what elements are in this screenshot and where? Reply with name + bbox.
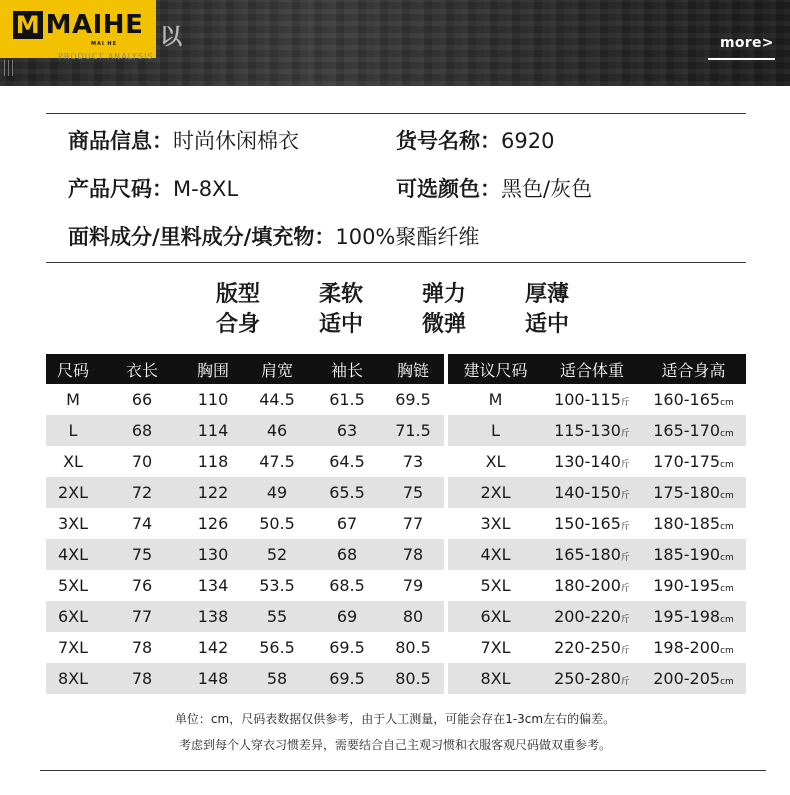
feature-softness-value: 适中 (319, 312, 364, 337)
height-value: 160-165 (653, 390, 721, 409)
cell-chest: 118 (184, 446, 242, 477)
cell-chest: 134 (184, 570, 242, 601)
cell-length: 76 (100, 570, 184, 601)
cell-recommended-size: 4XL (448, 539, 543, 570)
table-row (46, 570, 746, 601)
feature-elasticity (422, 280, 466, 340)
cell-chest: 148 (184, 663, 242, 694)
cell-chain: 75 (382, 477, 444, 508)
weight-unit: 斤 (620, 491, 630, 501)
table-row (46, 477, 746, 508)
table-header-row (46, 354, 746, 384)
weight-unit: 斤 (620, 398, 630, 408)
cell-height (641, 446, 746, 477)
cell-shoulder: 56.5 (242, 632, 312, 663)
weight-value: 180-200 (554, 576, 621, 595)
cell-height (641, 477, 746, 508)
cell-length: 70 (100, 446, 184, 477)
brand-name: MAIHE (45, 10, 144, 40)
cell-sleeve: 63 (312, 415, 382, 446)
cell-chain: 80.5 (382, 632, 444, 663)
cell-size: M (46, 384, 100, 415)
table-row (46, 415, 746, 446)
cell-recommended-size: 8XL (448, 663, 543, 694)
feature-softness (319, 280, 363, 340)
cell-chest: 126 (184, 508, 242, 539)
height-value: 190-195 (653, 576, 721, 595)
cell-chain: 73 (382, 446, 444, 477)
header-sleeve: 袖长 (312, 354, 382, 384)
cell-height (641, 632, 746, 663)
cell-shoulder: 53.5 (242, 570, 312, 601)
cell-shoulder: 47.5 (242, 446, 312, 477)
divider-middle (46, 262, 746, 263)
cell-sleeve: 61.5 (312, 384, 382, 415)
sku-value: 6920 (501, 129, 555, 153)
height-unit: cm (720, 677, 734, 687)
cell-chest: 138 (184, 601, 242, 632)
info-row-sku (396, 128, 554, 154)
table-row (46, 539, 746, 570)
table-row (46, 446, 746, 477)
cell-length: 78 (100, 663, 184, 694)
brand-subtitle: MAI HE (90, 41, 118, 47)
cell-shoulder: 55 (242, 601, 312, 632)
height-unit: cm (720, 398, 734, 408)
info-row-fabric (68, 224, 479, 250)
size-chart-table (46, 354, 746, 694)
feature-fit-value: 合身 (216, 312, 261, 337)
note-measurement: 单位：cm，尺码表数据仅供参考，由于人工测量，可能会存在1-3cm左右的偏差。 (174, 712, 616, 726)
cell-weight (543, 632, 641, 663)
weight-unit: 斤 (620, 584, 630, 594)
weight-value: 150-165 (554, 514, 621, 533)
height-value: 170-175 (653, 452, 721, 471)
cell-weight (543, 446, 641, 477)
note-reference: 考虑到每个人穿衣习惯差异，需要结合自己主观习惯和衣服客观尺码做双重参考。 (178, 738, 611, 752)
height-unit: cm (720, 460, 734, 470)
height-unit: cm (720, 522, 734, 532)
divider-top (46, 113, 746, 114)
height-unit: cm (720, 553, 734, 563)
cell-sleeve: 69.5 (312, 663, 382, 694)
cell-height (641, 415, 746, 446)
height-value: 185-190 (653, 545, 721, 564)
weight-value: 140-150 (554, 483, 621, 502)
size-range-label: 产品尺码： (68, 177, 173, 201)
cell-recommended-size: L (448, 415, 543, 446)
feature-softness-label: 柔软 (319, 282, 364, 307)
table-row (46, 632, 746, 663)
feature-elasticity-label: 弹力 (422, 282, 467, 307)
cell-recommended-size: M (448, 384, 543, 415)
cell-recommended-size: 5XL (448, 570, 543, 601)
cell-length: 78 (100, 632, 184, 663)
cell-chain: 69.5 (382, 384, 444, 415)
cell-chain: 77 (382, 508, 444, 539)
weight-unit: 斤 (620, 522, 630, 532)
feature-thickness-value: 适中 (525, 312, 570, 337)
fabric-label: 面料成分/里料成分/填充物： (68, 225, 336, 249)
cell-sleeve: 68.5 (312, 570, 382, 601)
header-size: 尺码 (46, 354, 100, 384)
size-range-value: M-8XL (173, 177, 239, 201)
cell-shoulder: 46 (242, 415, 312, 446)
more-underline (708, 58, 775, 60)
brand-initial: M (13, 11, 43, 39)
info-row-color (396, 176, 592, 202)
weight-value: 165-180 (554, 545, 621, 564)
cell-sleeve: 69 (312, 601, 382, 632)
cell-weight (543, 663, 641, 694)
height-unit: cm (720, 429, 734, 439)
cell-chest: 122 (184, 477, 242, 508)
header-chest: 胸围 (184, 354, 242, 384)
weight-unit: 斤 (620, 646, 630, 656)
height-unit: cm (720, 615, 734, 625)
cell-size: 5XL (46, 570, 100, 601)
cell-chest: 142 (184, 632, 242, 663)
header-recommended-size: 建议尺码 (448, 354, 543, 384)
cell-shoulder: 50.5 (242, 508, 312, 539)
cell-length: 68 (100, 415, 184, 446)
weight-value: 200-220 (554, 607, 621, 626)
cell-shoulder: 52 (242, 539, 312, 570)
height-value: 175-180 (653, 483, 721, 502)
cell-chain: 80 (382, 601, 444, 632)
cell-length: 66 (100, 384, 184, 415)
cell-recommended-size: 3XL (448, 508, 543, 539)
feature-fit (216, 280, 260, 340)
info-row-name (68, 128, 299, 154)
weight-value: 220-250 (554, 638, 621, 657)
height-value: 180-185 (653, 514, 721, 533)
cell-sleeve: 65.5 (312, 477, 382, 508)
cell-chain: 80.5 (382, 663, 444, 694)
feature-elasticity-value: 微弹 (422, 312, 467, 337)
cell-length: 74 (100, 508, 184, 539)
header-chain: 胸链 (382, 354, 444, 384)
header-length: 衣长 (100, 354, 184, 384)
cell-length: 77 (100, 601, 184, 632)
cell-recommended-size: 2XL (448, 477, 543, 508)
cell-shoulder: 58 (242, 663, 312, 694)
product-name-label: 商品信息： (68, 129, 173, 153)
cell-weight (543, 415, 641, 446)
cell-height (641, 508, 746, 539)
cell-shoulder: 49 (242, 477, 312, 508)
cell-sleeve: 68 (312, 539, 382, 570)
cell-sleeve: 64.5 (312, 446, 382, 477)
cell-size: 3XL (46, 508, 100, 539)
cell-weight (543, 508, 641, 539)
height-unit: cm (720, 646, 734, 656)
cell-shoulder: 44.5 (242, 384, 312, 415)
cell-height (641, 570, 746, 601)
color-label: 可选颜色： (396, 177, 501, 201)
weight-value: 130-140 (554, 452, 621, 471)
decorative-bars (4, 60, 13, 76)
cell-recommended-size: 6XL (448, 601, 543, 632)
cell-chain: 71.5 (382, 415, 444, 446)
cell-weight (543, 601, 641, 632)
banner-title: 以 (160, 25, 183, 50)
header-shoulder: 肩宽 (242, 354, 312, 384)
cell-size: L (46, 415, 100, 446)
cell-size: 4XL (46, 539, 100, 570)
cell-recommended-size: XL (448, 446, 543, 477)
cell-chest: 114 (184, 415, 242, 446)
cell-weight (543, 539, 641, 570)
height-value: 198-200 (653, 638, 721, 657)
height-unit: cm (720, 584, 734, 594)
brand-logo (0, 0, 156, 58)
height-value: 165-170 (653, 421, 721, 440)
table-row (46, 384, 746, 415)
header-banner (0, 0, 790, 86)
cell-length: 72 (100, 477, 184, 508)
cell-size: 8XL (46, 663, 100, 694)
header-height: 适合身高 (641, 354, 746, 384)
sku-label: 货号名称： (396, 129, 501, 153)
weight-unit: 斤 (620, 460, 630, 470)
weight-unit: 斤 (620, 429, 630, 439)
divider-bottom (40, 770, 766, 771)
cell-chain: 78 (382, 539, 444, 570)
cell-sleeve: 69.5 (312, 632, 382, 663)
more-link[interactable]: more> (720, 35, 774, 51)
cell-height (641, 384, 746, 415)
cell-size: 6XL (46, 601, 100, 632)
weight-value: 100-115 (554, 390, 621, 409)
table-row (46, 508, 746, 539)
cell-height (641, 539, 746, 570)
color-value: 黑色/灰色 (501, 177, 593, 201)
cell-height (641, 663, 746, 694)
weight-unit: 斤 (620, 677, 630, 687)
cell-length: 75 (100, 539, 184, 570)
cell-size: XL (46, 446, 100, 477)
cell-weight (543, 570, 641, 601)
height-unit: cm (720, 491, 734, 501)
cell-weight (543, 477, 641, 508)
info-row-size (68, 176, 238, 202)
product-name-value: 时尚休闲棉衣 (173, 129, 299, 153)
cell-recommended-size: 7XL (448, 632, 543, 663)
cell-chain: 79 (382, 570, 444, 601)
table-body (46, 384, 746, 694)
height-value: 200-205 (653, 669, 721, 688)
weight-value: 115-130 (554, 421, 621, 440)
header-weight: 适合体重 (543, 354, 641, 384)
cell-height (641, 601, 746, 632)
cell-chest: 110 (184, 384, 242, 415)
feature-thickness-label: 厚薄 (525, 282, 570, 307)
cell-size: 2XL (46, 477, 100, 508)
table-row (46, 663, 746, 694)
weight-value: 250-280 (554, 669, 621, 688)
weight-unit: 斤 (620, 553, 630, 563)
feature-thickness (525, 280, 569, 340)
cell-weight (543, 384, 641, 415)
height-value: 195-198 (653, 607, 721, 626)
fabric-value: 100%聚酯纤维 (335, 225, 480, 249)
weight-unit: 斤 (620, 615, 630, 625)
banner-subtitle: PRODUCT ANALYSIS (58, 52, 154, 61)
cell-chest: 130 (184, 539, 242, 570)
table-row (46, 601, 746, 632)
cell-size: 7XL (46, 632, 100, 663)
cell-sleeve: 67 (312, 508, 382, 539)
feature-fit-label: 版型 (216, 282, 261, 307)
